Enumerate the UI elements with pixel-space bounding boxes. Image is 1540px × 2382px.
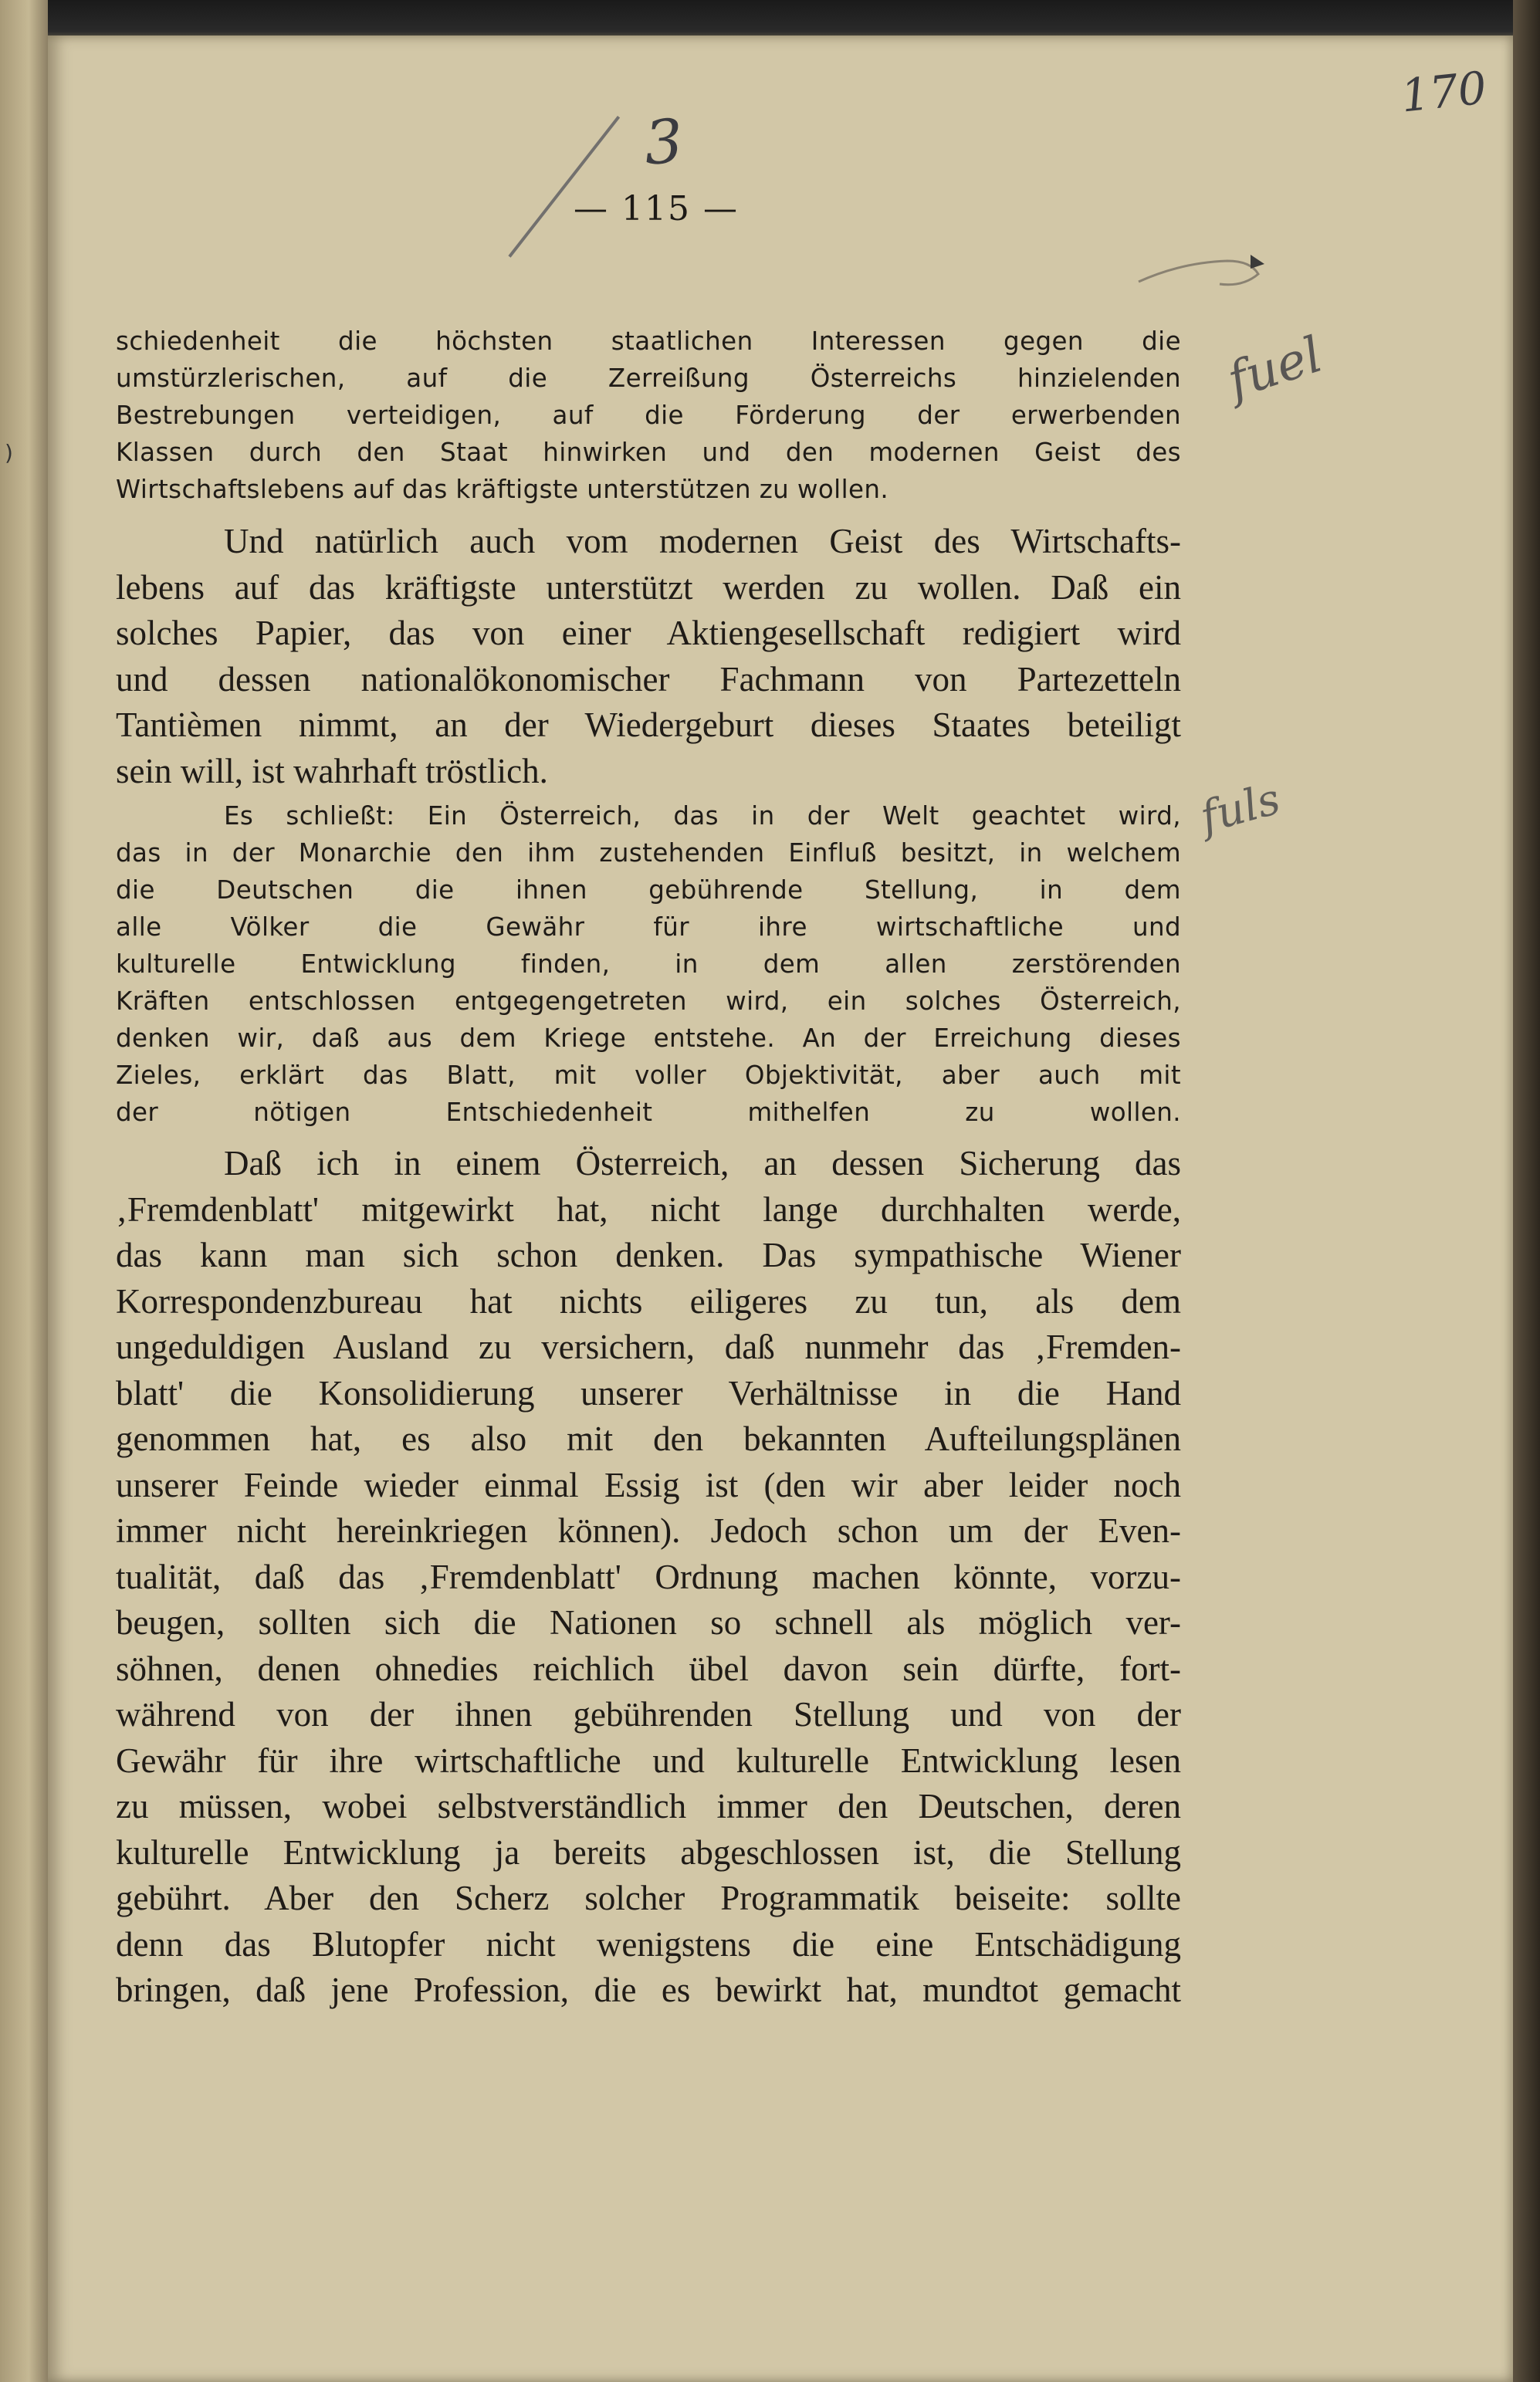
text-line: ‚Fremdenblatt' mitgewirkt hat, nicht lange durchhalten werde, bbox=[116, 1189, 1181, 1229]
text-line: Kräften entschlossen entgegengetreten wird, ein solches Österreich, bbox=[116, 986, 1181, 1016]
margin-note-annotation: fuls bbox=[1195, 773, 1286, 844]
text-line: bringen, daß jene Profession, die es bewirkt hat, mundtot gemacht bbox=[116, 1971, 1181, 2009]
text-line: Wirtschaftslebens auf das kräftigste unterstützen zu wollen. bbox=[116, 475, 889, 504]
text-line: kulturelle Entwicklung finden, in dem allen zerstörenden bbox=[116, 949, 1181, 979]
text-line: lebens auf das kräftigste unterstützt werden zu wollen. Daß ein bbox=[116, 567, 1181, 607]
text-line: das in der Monarchie den ihm zustehenden Einfluß besitzt, in welchem bbox=[116, 838, 1181, 868]
text-line: umstürzlerischen, auf die Zerreißung Österreichs hinzielenden bbox=[116, 364, 1181, 393]
text-line: tualität, daß das ‚Fremdenblatt' Ordnung machen könnte, vorzu- bbox=[116, 1557, 1181, 1596]
text-line: solches Papier, das von einer Aktiengesellschaft redigiert wird bbox=[116, 614, 1181, 652]
pencil-arrow-mark bbox=[1135, 239, 1266, 293]
text-line: Gewähr für ihre wirtschaftliche und kulturelle Entwicklung lesen bbox=[116, 1741, 1181, 1780]
text-line: der nötigen Entschiedenheit mithelfen zu wollen. bbox=[116, 1098, 1181, 1127]
text-line: blatt' die Konsolidierung unserer Verhältnisse in die Hand bbox=[116, 1373, 1181, 1413]
text-line: alle Völker die Gewähr für ihre wirtschaftliche und bbox=[116, 912, 1181, 942]
body-paragraph bbox=[116, 519, 1181, 794]
scan-right-border bbox=[1513, 0, 1540, 2382]
text-line: schiedenheit die höchsten staatlichen Interessen gegen die bbox=[116, 327, 1181, 356]
text-line: sein will, ist wahrhaft tröstlich. bbox=[116, 751, 548, 790]
text-line: die Deutschen die ihnen gebührende Stellung, in dem bbox=[116, 875, 1181, 905]
text-line: das kann man sich schon denken. Das sympathische Wiener bbox=[116, 1236, 1181, 1274]
text-line: genommen hat, es also mit den bekannten Aufteilungsplänen bbox=[116, 1419, 1181, 1458]
text-line: und dessen nationalökonomischer Fachmann von Partezetteln bbox=[116, 659, 1181, 699]
text-line: beugen, sollten sich die Nationen so schnell als möglich ver- bbox=[116, 1603, 1181, 1642]
text-line: gebührt. Aber den Scherz solcher Programmatik beiseite: sollte bbox=[116, 1879, 1181, 1917]
text-line: zu müssen, wobei selbstverständlich immer den Deutschen, deren bbox=[116, 1787, 1181, 1825]
adjacent-page-edge bbox=[0, 0, 48, 2382]
folio-number-annotation: 170 bbox=[1398, 61, 1489, 123]
edge-parenthesis-mark: ) bbox=[5, 440, 13, 465]
text-line: Tantièmen nimmt, an der Wiedergeburt dieses Staates beteiligt bbox=[116, 705, 1181, 744]
text-line: immer nicht hereinkriegen können). Jedoch schon um der Even- bbox=[116, 1511, 1181, 1550]
text-line: während von der ihnen gebührenden Stellung und von der bbox=[116, 1695, 1181, 1734]
page-mark-annotation: 3 bbox=[641, 107, 685, 179]
text-line: ungeduldigen Ausland zu versichern, daß nunmehr das ‚Fremden- bbox=[116, 1328, 1181, 1366]
text-line: Bestrebungen verteidigen, auf die Förderung der erwerbenden bbox=[116, 401, 1181, 430]
quoted-paragraph bbox=[116, 797, 1181, 1131]
text-line: Zieles, erklärt das Blatt, mit voller Objektivität, aber auch mit bbox=[116, 1061, 1181, 1090]
margin-note-annotation: fuel bbox=[1220, 326, 1329, 411]
text-line: kulturelle Entwicklung ja bereits abgeschlossen ist, die Stellung bbox=[116, 1832, 1181, 1872]
page-number: — 115 — bbox=[574, 189, 739, 228]
text-line: denn das Blutopfer nicht wenigstens die eine Entschädigung bbox=[116, 1924, 1181, 1964]
text-line: Und natürlich auch vom modernen Geist des Wirtschafts- bbox=[224, 522, 1181, 560]
text-line: denken wir, daß aus dem Kriege entstehe. An der Erreichung dieses bbox=[116, 1024, 1181, 1053]
text-line: Korrespondenzbureau hat nichts eiligeres zu tun, als dem bbox=[116, 1281, 1181, 1321]
text-line: unserer Feinde wieder einmal Essig ist (den wir aber leider noch bbox=[116, 1465, 1181, 1504]
text-line: Klassen durch den Staat hinwirken und den modernen Geist des bbox=[116, 438, 1181, 467]
text-line: Daß ich in einem Österreich, an dessen Sicherung das bbox=[224, 1144, 1181, 1183]
body-paragraph bbox=[116, 1141, 1181, 2014]
text-line: Es schließt: Ein Österreich, das in der Welt geachtet wird, bbox=[224, 801, 1181, 831]
quoted-paragraph bbox=[116, 323, 1181, 508]
text-line: söhnen, denen ohnedies reichlich übel davon sein dürfte, fort- bbox=[116, 1649, 1181, 1688]
